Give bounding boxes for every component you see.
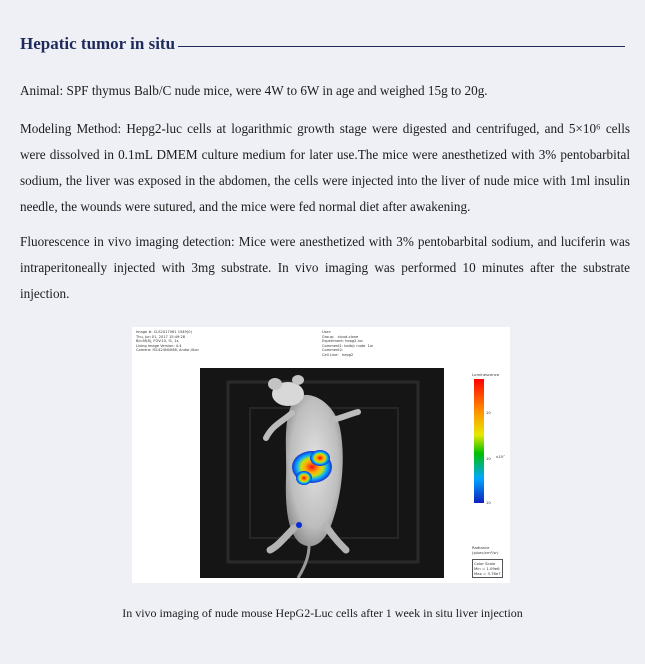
scale-bar [474, 379, 484, 503]
color-scale-box: Color Scale Min = 1.09e6 Max = 3.76e7 [474, 561, 501, 576]
scale-tick-low: 10 [486, 500, 491, 505]
modeling-paragraph: Modeling Method: Hepg2-luc cells at logarithmic growth stage were digested and centrifuged, and 5×10⁶ cells were dissolved in 0.1mL DMEM culture medium for later use.The mice were anesthetized with 3% pentobarbital sodium, the liver was exposed in the abdomen, the cells were injected into the liver of nude mice with 1ml insulin needle, the wounds were sutured, and the mice were fed normal diet after awakening. [20, 121, 630, 214]
fluorescence-paragraph: Fluorescence in vivo imaging detection: Mice were anesthetized with 3% pentobarbital sodium, and luciferin was intraperitoneally injected with 3mg substrate. In vivo imaging was performed 10 minutes after the substrate injection. [20, 234, 630, 301]
section-title: Hepatic tumor in situ [20, 34, 176, 53]
image-metadata-left: Image #: CLS2017061 1549(0) Thu, Jun 01, 2017 15:49:28 Bin:M(8), FOV:10, f1, 1s Living Image Version: 4.4 Camera: IS1424N0068, Andor,iXon [136, 330, 199, 353]
image-metadata-right: User: Group: cloud-clone Experiment: hepg2-luc Comment1: balb/c nude 1w Comment2: Cell Line: hepg2 [322, 330, 373, 357]
figure-caption: In vivo imaging of nude mouse HepG2-Luc cells after 1 week in situ liver injection [122, 606, 523, 620]
scale-unit: x10⁷ [496, 454, 505, 459]
scale-title: Luminescence [472, 372, 500, 377]
scale-tick-high: 10 [486, 410, 491, 415]
scale-tick-mid: 10 [486, 456, 491, 461]
title-rule [178, 46, 625, 47]
luminescence-scale [470, 367, 510, 583]
mouse-luminescence-image [200, 368, 444, 578]
scale-quantity: Radiance (p/sec/cm²/sr) [472, 545, 499, 555]
section-header [20, 32, 625, 56]
animal-paragraph: Animal: SPF thymus Balb/C nude mice, were 4W to 6W in age and weighed 15g to 20g. [20, 83, 488, 98]
imaging-figure [132, 327, 510, 583]
